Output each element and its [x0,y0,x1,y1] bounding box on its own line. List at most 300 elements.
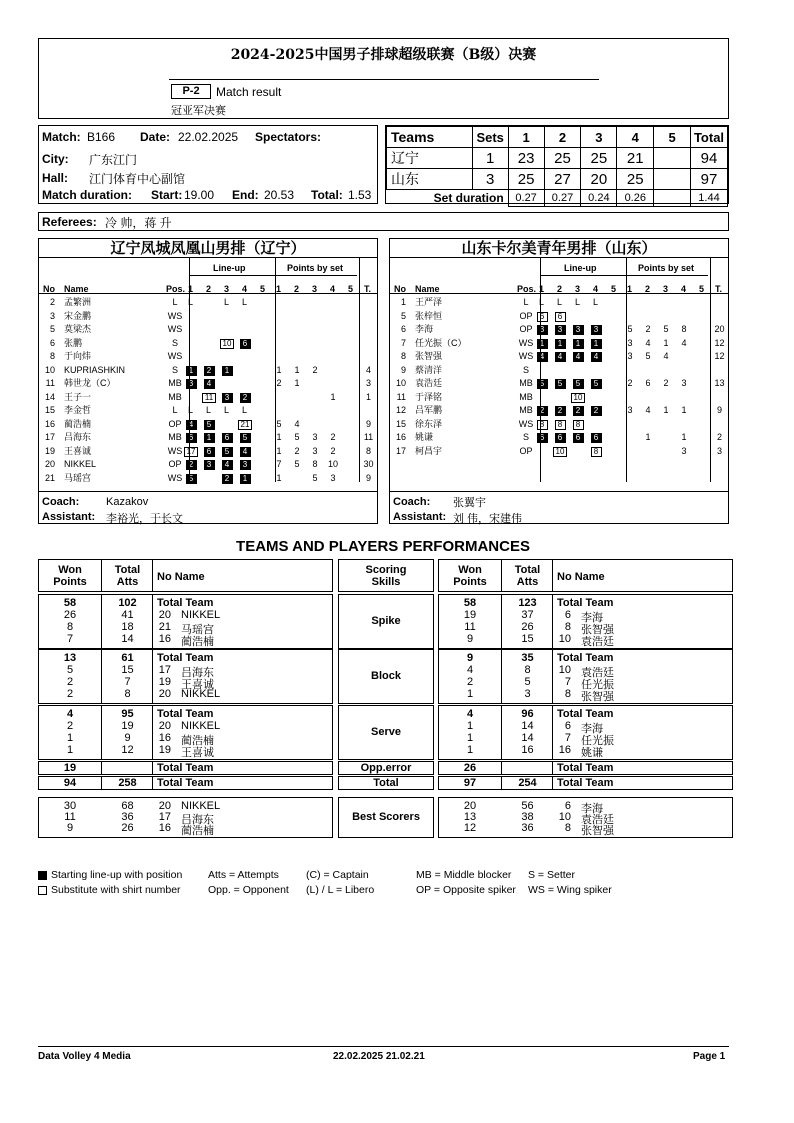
set-points: 2 [276,378,282,388]
starting-position: 4 [204,379,215,389]
best-name: 张智强 [581,825,614,837]
total-atts: 254 [518,777,537,789]
col-set-2: 2 [544,127,581,148]
starting-position: 4 [537,352,548,362]
player-row [390,404,728,418]
player-number: 8 [400,351,406,361]
col-lineup: Line-up [213,263,246,273]
coach-label: Coach: [393,496,431,508]
col-sets: Sets [472,127,508,148]
player-row [390,296,728,310]
player-skill-number: 20 [158,720,171,732]
col-teams: Teams [387,127,473,148]
total-duration: 1.53 [348,188,372,202]
date-label: Date: [140,130,171,144]
legend-op: OP = Opposite spiker [416,884,516,896]
best-name: 李海 [581,803,603,815]
player-total: 20 [714,324,725,334]
start-label: Start: [151,188,183,202]
starting-position: 1 [573,339,584,349]
player-row [390,337,728,351]
set-points: 8 [681,324,687,334]
best-number: 10 [558,811,571,823]
starting-position: 3 [537,325,548,335]
footer-brand: Data Volley 4 Media [38,1051,131,1062]
legend-mb: MB = Middle blocker [416,869,512,881]
total-team-label: Total Team [157,597,214,609]
best-atts: 26 [121,822,134,834]
hall-label: Hall: [42,171,69,185]
player-total: 3 [365,378,371,388]
player-skill-points: 19 [463,609,477,621]
player-name: 蔡清洋 [415,364,443,375]
best-name: 蔺浩楠 [181,825,214,837]
set-points: 5 [663,324,669,334]
team-skill-atts: 96 [521,708,534,720]
a-noname-label: No Name [157,571,205,583]
starting-position: 4 [573,352,584,362]
starting-position: 2 [555,406,566,416]
player-skill-number: 20 [158,688,171,700]
player-skill-number: 19 [158,676,171,688]
starting-position: 1 [555,339,566,349]
player-name: 莫梁杰 [64,324,92,334]
col-lineup-set: 1 [188,284,194,294]
best-name: 吕海东 [181,814,214,826]
player-row [390,323,728,337]
player-skill-name: 王喜诚 [181,679,214,691]
player-skill-atts: 8 [524,664,531,676]
total-duration: 1.44 [691,190,728,207]
player-number: 8 [49,351,55,361]
col-lineup: Line-up [564,263,597,273]
coach-divider [390,491,728,492]
match-label: Match: [42,130,81,144]
player-position: S [522,432,529,442]
player-number: 16 [395,432,406,442]
player-total: 30 [363,459,374,469]
col-set-4: 4 [617,127,654,148]
starting-position: 2 [204,366,215,376]
player-skill-number: 10 [558,633,571,645]
set-duration [654,190,691,207]
player-name: 李海 [415,324,434,334]
substitute-number: 10 [553,447,567,457]
player-name: 于泽铭 [415,391,443,402]
player-skill-atts: 19 [121,720,134,732]
player-skill-number: 16 [158,633,171,645]
player-name: 吕海东 [64,432,92,442]
best-points: 11 [64,811,76,823]
skill-name: Spike [371,615,401,627]
player-number: 5 [49,324,55,334]
player-row [390,445,728,459]
skills-label: Skills [371,576,401,588]
best-points: 20 [463,800,477,812]
player-position: OP [519,324,533,334]
skill-name: Block [371,670,401,682]
opp-error-value: 26 [463,762,477,774]
best-number: 17 [158,811,171,823]
player-position: MB [168,391,182,402]
starting-position: 6 [186,433,197,443]
player-skill-points: 26 [63,609,77,621]
col-name: Name [415,284,440,294]
starting-position: 2 [222,474,233,484]
player-number: 15 [44,405,55,415]
col-set-5: 5 [654,127,691,148]
legend-start [38,869,182,881]
player-skill-number: 7 [564,732,571,744]
player-name: 王严泽 [415,297,443,307]
col-lineup-set: 5 [260,284,266,294]
player-position: WS [167,310,183,321]
player-skill-atts: 7 [124,676,131,688]
player-skill-name: 任光振 [581,679,614,691]
player-skill-name: 张智强 [581,691,614,703]
col-points-set: 3 [312,284,318,294]
starting-position: 5 [204,420,215,430]
player-skill-points: 2 [466,676,474,688]
col-lineup-set: 3 [575,284,581,294]
player-skill-atts: 15 [521,633,534,645]
footer-divider [38,1046,729,1047]
starting-position: 3 [573,325,584,335]
player-total: 12 [714,337,725,348]
starting-position: 4 [591,352,602,362]
col-set-1: 1 [508,127,544,148]
player-skill-name: 蔺浩楠 [181,735,214,747]
referees-label: Referees: [42,215,97,229]
player-position: OP [168,459,182,469]
set-points: 4 [645,405,651,415]
set-points: 1 [276,364,282,375]
team-skill-points: 58 [63,597,77,609]
starting-position: 5 [222,447,233,457]
player-row [390,364,728,378]
set-points: 3 [681,378,687,388]
match-number: B166 [87,130,116,144]
set-points: 10 [327,459,338,469]
player-skill-number: 8 [564,621,571,633]
player-row [390,391,728,405]
set-points: 2 [627,378,633,388]
legend-sub-text: Substitute with shirt number [51,884,181,896]
player-skill-points: 7 [66,633,74,645]
player-number: 2 [49,297,55,307]
player-total: 12 [714,351,725,361]
total-team-label: Total Team [557,652,614,664]
set-duration: 0.26 [617,190,654,207]
best-number: 16 [158,822,171,834]
substitute-number: 8 [573,420,584,430]
starting-position: 5 [573,379,584,389]
libero-mark: L [241,297,247,307]
starting-position: 6 [555,433,566,443]
player-position: MB [519,391,533,402]
team-skill-points: 4 [66,708,74,720]
player-position: MB [519,378,533,388]
substitute-number: 21 [238,420,252,430]
legend-libero: (L) / L = Libero [306,884,375,896]
assistant-names: 刘 伟，宋建伟 [453,513,523,525]
starting-position: 3 [591,325,602,335]
city-label: City: [42,152,69,166]
a-points-label: Points [53,576,87,588]
end-time: 20.53 [264,188,295,202]
player-name: 张鹏 [64,337,83,348]
substitute-number: 10 [220,339,234,349]
city-value: 广东江门 [89,153,138,167]
col-name: Name [64,284,89,294]
player-skill-number: 7 [564,676,571,688]
legend-ws: WS = Wing spiker [528,884,612,896]
starting-position: 6 [537,433,548,443]
assistant-label: Assistant: [393,511,447,523]
hall-value: 江门体育中心副馆 [89,172,186,186]
col-set-3: 3 [581,127,617,148]
player-skill-atts: 15 [121,664,134,676]
set-points: 1 [276,445,282,456]
player-skill-points: 1 [466,732,474,744]
player-row [39,445,377,459]
team-skill-points: 9 [466,652,474,664]
substitute-number: 8 [591,447,602,457]
player-skill-points: 8 [66,621,74,633]
player-row [390,350,728,364]
set-points: 6 [645,378,651,388]
coach-label: Coach: [42,496,80,508]
player-position: S [171,337,178,348]
player-skill-name: 李海 [581,723,603,735]
assistant-names: 李裕光，于长文 [106,513,183,525]
set-points: 5 [645,351,651,361]
starting-position: 5 [240,433,251,443]
player-number: 3 [49,310,55,321]
starting-position: 3 [555,325,566,335]
starting-position: 6 [591,433,602,443]
player-name: 徐东泽 [415,418,443,429]
filled-square-icon [38,871,47,880]
total-points: 97 [463,777,477,789]
spectators-label: Spectators: [255,130,322,144]
player-name: 蔺浩楠 [64,418,92,429]
team-skill-atts: 102 [118,597,137,609]
player-skill-atts: 14 [521,720,534,732]
set-points: 3 [312,445,318,456]
player-name: 柯昌宇 [415,445,443,456]
total-score: 94 [691,148,728,169]
player-total: 9 [716,405,722,415]
starting-position: 4 [240,447,251,457]
best-points: 12 [463,822,477,834]
set-points: 1 [645,432,651,442]
player-row [39,377,377,391]
duration-label: Match duration: [42,188,132,202]
team-b-roster [389,238,729,524]
substitute-number: 17 [184,447,198,457]
col-points-set: 1 [627,284,633,294]
starting-position: 1 [537,339,548,349]
set-points: 5 [312,472,318,483]
total-team-label: Total Team [557,708,614,720]
libero-mark: L [205,405,211,415]
column-divider [710,258,711,482]
player-number: 14 [44,391,55,402]
report-header [38,38,729,119]
best-points: 30 [63,800,77,812]
set-points: 4 [294,418,300,429]
starting-position: 2 [573,406,584,416]
best-atts: 68 [121,800,134,812]
libero-mark: L [187,405,193,415]
set-score: 21 [617,148,654,169]
player-position: L [523,297,529,307]
set-points: 8 [312,459,318,469]
set-points: 2 [330,432,336,442]
team-a-name: 辽宁凤城凤凰山男排（辽宁） [39,239,377,258]
player-name: 袁浩廷 [415,378,443,388]
starting-position: 2 [537,406,548,416]
team-skill-atts: 61 [121,652,134,664]
player-number: 11 [45,378,55,388]
col-points-set: 5 [348,284,354,294]
set-points: 4 [681,337,687,348]
legend-start-text: Starting line-up with position [51,869,183,881]
col-lineup-set: 2 [206,284,212,294]
total-team-label: Total Team [157,708,214,720]
player-number: 17 [395,445,406,456]
player-name: 李金哲 [64,405,92,415]
col-no: No [43,284,55,294]
column-divider [359,258,360,482]
player-number: 10 [395,378,406,388]
set-score: 23 [508,148,544,169]
col-points: Points by set [287,263,344,273]
footer-timestamp: 22.02.2025 21.02.21 [333,1051,425,1062]
player-skill-name: NIKKEL [181,609,221,621]
best-number: 8 [564,822,571,834]
player-number: 9 [400,364,406,375]
player-total: 13 [714,378,725,388]
player-row [390,431,728,445]
player-position: OP [519,445,533,456]
player-position: WS [167,445,183,456]
set-points: 4 [645,337,651,348]
set-duration: 0.27 [508,190,544,207]
player-skill-atts: 26 [521,621,534,633]
player-row [39,418,377,432]
player-skill-name: 姚谦 [581,747,603,759]
player-skill-atts: 14 [121,633,134,645]
set-points: 3 [627,337,633,348]
substitute-number: 10 [571,393,585,403]
libero-mark: L [538,297,544,307]
player-number: 17 [44,432,55,442]
player-skill-atts: 9 [124,732,131,744]
player-name: 任光振（C） [415,337,467,348]
set-points: 2 [312,364,318,375]
starting-position: 3 [240,460,251,470]
player-total: 4 [365,364,371,375]
starting-position: 6 [573,433,584,443]
col-t: T. [364,284,372,294]
col-points-set: 5 [699,284,705,294]
player-skill-atts: 12 [121,744,134,756]
team-name: 山东 [387,169,473,190]
total-team-label: Total Team [557,597,614,609]
starting-position: 3 [222,393,233,403]
best-name: NIKKEL [181,800,221,812]
player-skill-points: 1 [466,744,474,756]
total-atts: 258 [118,777,137,789]
team-skill-points: 58 [463,597,477,609]
player-skill-atts: 16 [521,744,534,756]
opp-error-atts [501,761,553,775]
col-total: Total [691,127,728,148]
set-points: 1 [276,472,282,483]
player-position: WS [167,351,183,361]
b-points-label: Points [453,576,487,588]
player-number: 12 [395,405,406,415]
player-skill-name: 张智强 [581,624,614,636]
set-score: 25 [617,169,654,190]
player-position: WS [518,418,534,429]
player-number: 5 [400,310,406,321]
player-skill-points: 4 [466,664,474,676]
col-lineup-set: 2 [557,284,563,294]
player-skill-atts: 37 [521,609,534,621]
substitute-number: 6 [555,312,566,322]
starting-position: 6 [240,339,251,349]
match-date: 22.02.2025 [178,130,239,144]
set-points: 5 [294,432,300,442]
set-points: 2 [645,324,651,334]
player-number: 21 [44,472,55,483]
set-score: 25 [508,169,544,190]
team-skill-atts: 95 [121,708,134,720]
header-divider [189,275,357,276]
skill-name: Serve [371,726,401,738]
col-points-set: 2 [645,284,651,294]
starting-position: 2 [591,406,602,416]
player-skill-points: 1 [66,744,74,756]
libero-mark: L [223,297,229,307]
set-points: 2 [663,378,669,388]
a-total-label: Total [114,564,141,576]
player-number: 20 [44,459,55,469]
player-skill-points: 9 [466,633,474,645]
player-number: 1 [400,297,406,307]
referees [38,212,729,231]
total-team-label: Total Team [157,652,214,664]
player-row [39,310,377,324]
player-position: S [171,364,178,375]
coach-divider [39,491,377,492]
player-skill-points: 2 [66,720,74,732]
player-position: WS [167,472,183,483]
player-skill-name: NIKKEL [181,720,221,732]
player-skill-number: 6 [564,720,571,732]
player-name: 马瑶宫 [64,472,92,483]
player-skill-points: 11 [464,621,476,633]
player-name: 王子一 [64,391,92,402]
starting-position: 5 [537,379,548,389]
player-row [39,364,377,378]
player-position: WS [518,337,534,348]
total-team-label: Total Team [557,762,614,774]
set-duration-label: Set duration [387,190,509,207]
